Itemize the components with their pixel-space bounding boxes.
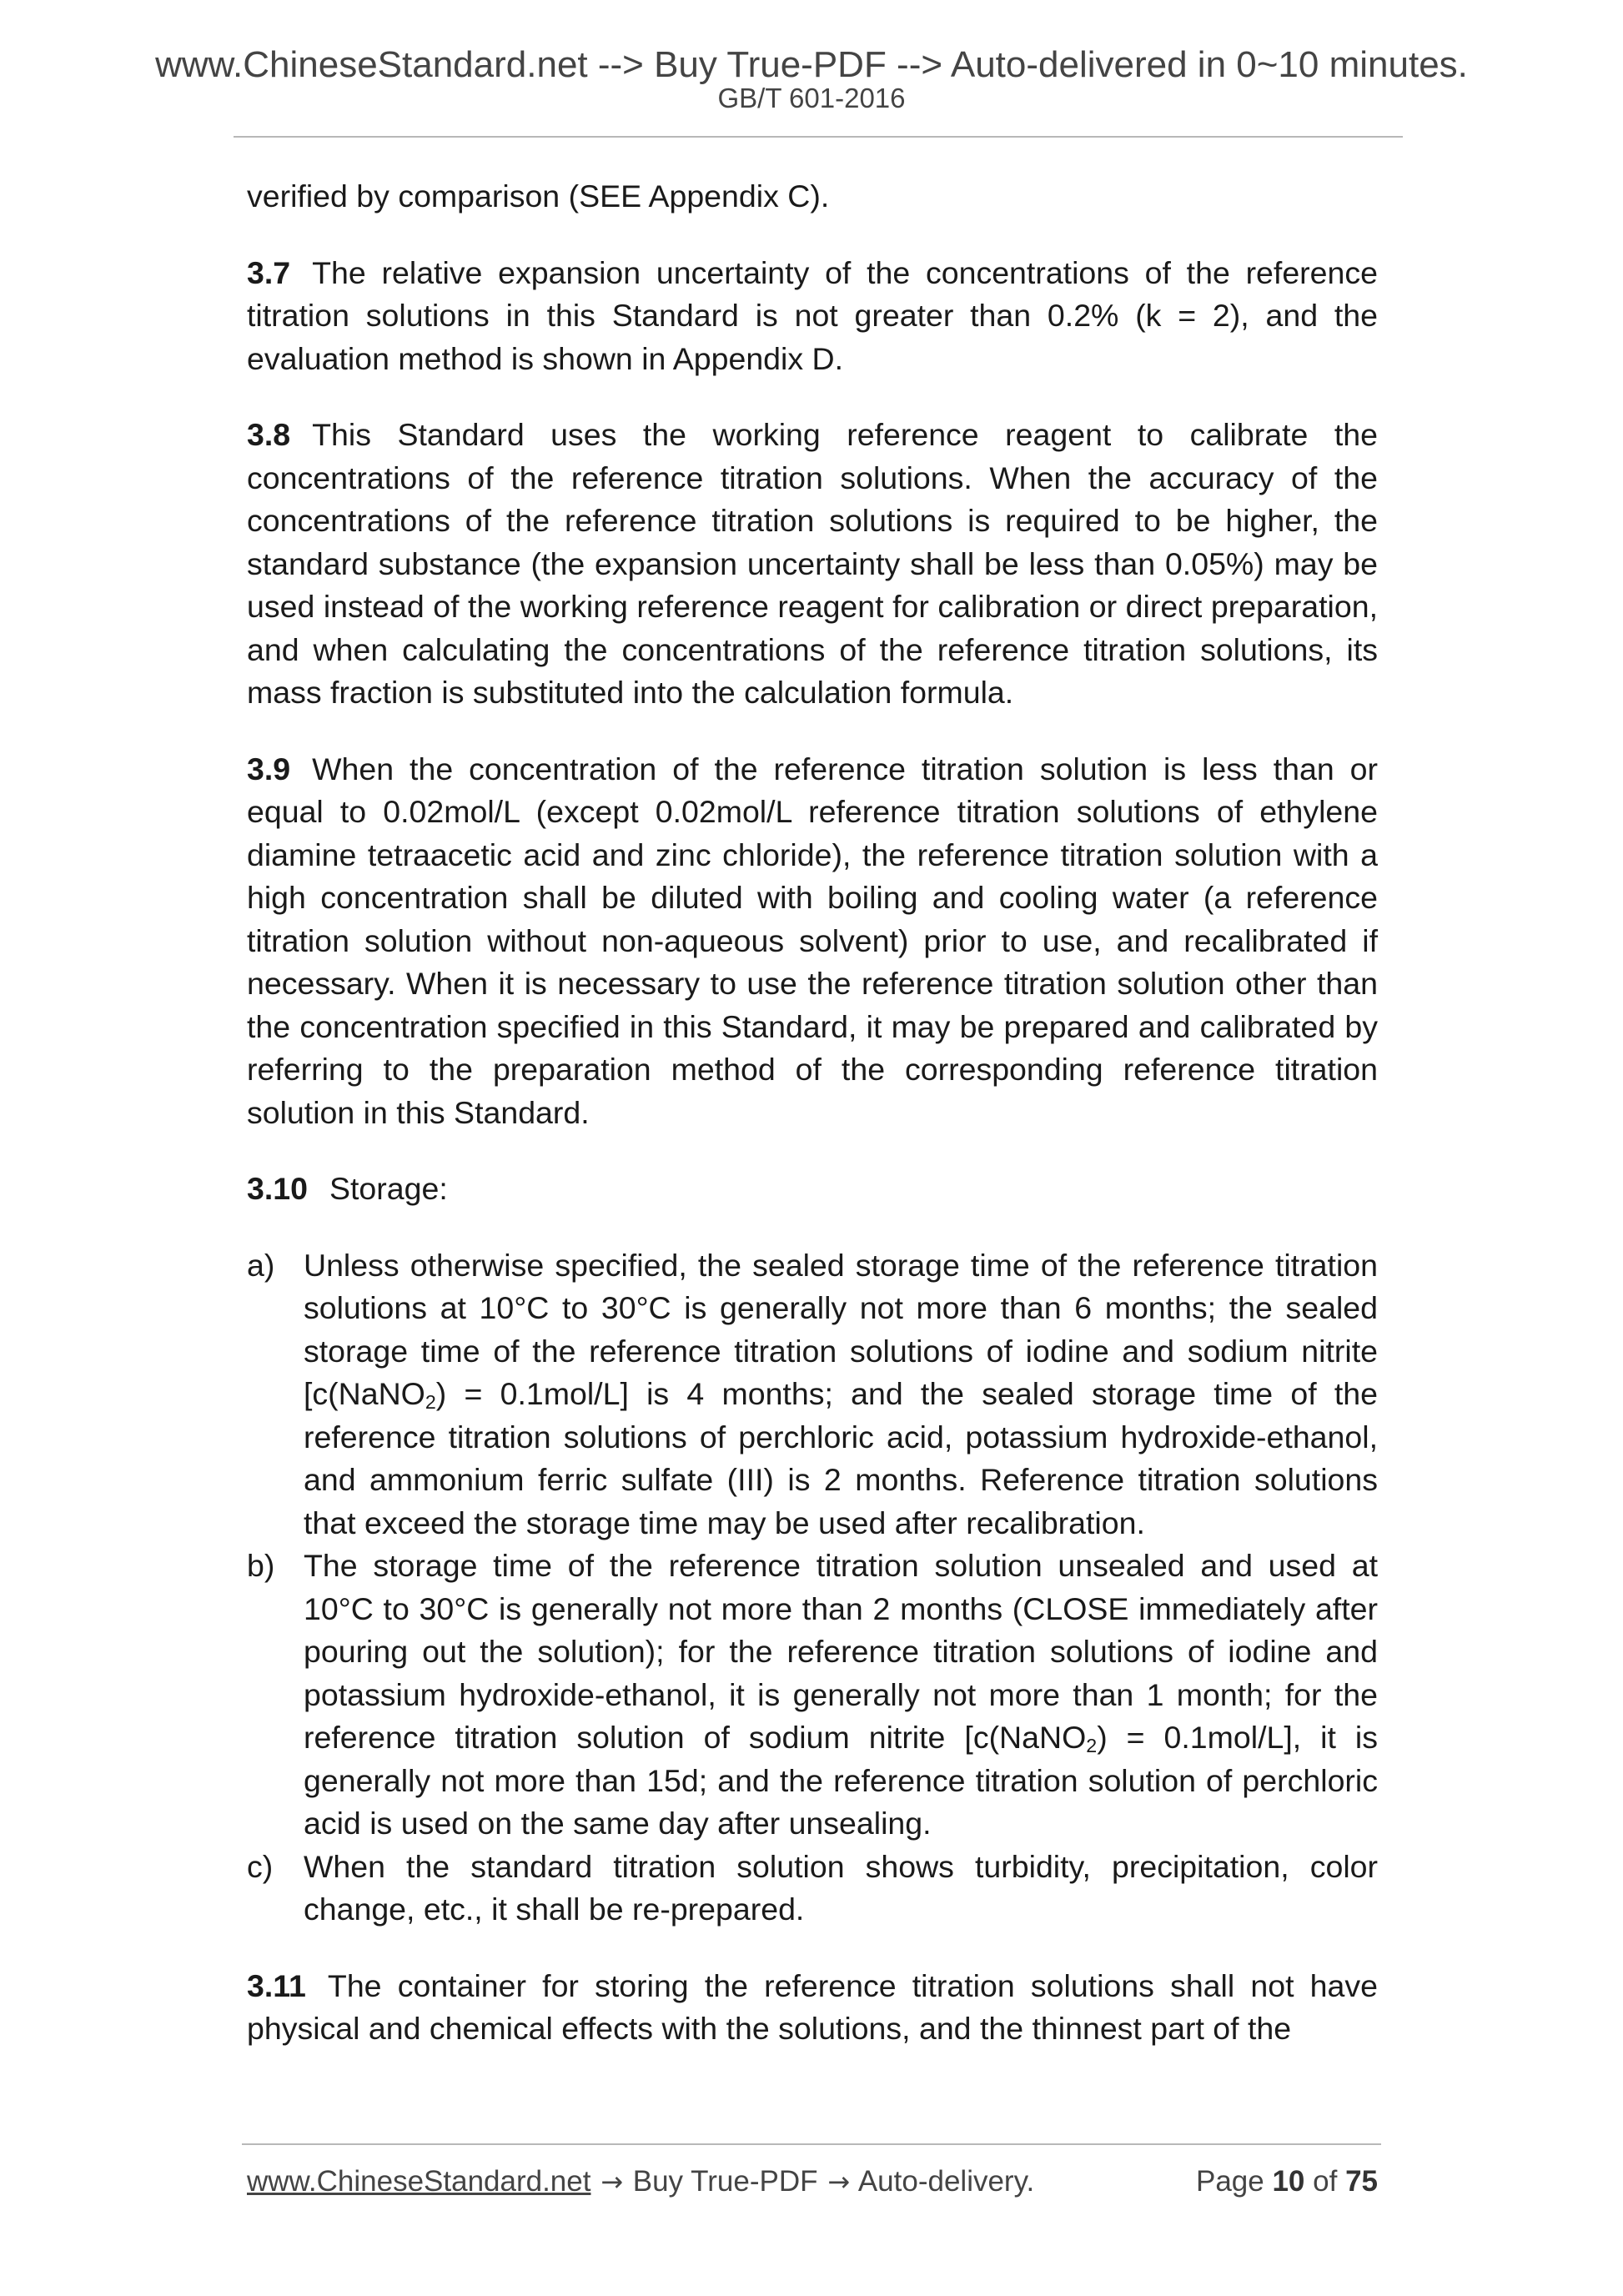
footer-promo bbox=[247, 2163, 1034, 2200]
storage-list bbox=[247, 1244, 1378, 1932]
list-text: When the standard titration solution shows turbidity, precipitation, color change, etc., it shall be re-prepared. bbox=[304, 1848, 1378, 1927]
subscript: 2 bbox=[425, 1391, 436, 1414]
page-label: Page bbox=[1195, 2165, 1264, 2198]
of-label: of bbox=[1313, 2165, 1338, 2198]
page-indicator bbox=[1196, 2163, 1378, 2200]
list-text: Unless otherwise specified, the sealed storage time of the reference titration solutions at 10°C to 30°C is generally not more than 6 months; the sealed storage time of the reference titration solutions of iodine and sodium nitrite [c(NaNO bbox=[304, 1247, 1378, 1411]
page-number: 10 bbox=[1272, 2165, 1305, 2198]
list-text: The storage time of the reference titration solution unsealed and used at 10°C to 30°C is generally not more than 2 months (CLOSE immediately after pouring out the solution); for the reference titration solutions of iodine and potassium hydroxide-ethanol, it is generally not more than 1 month; for the reference titration solution of sodium nitrite [c(NaNO bbox=[304, 1548, 1378, 1755]
total-pages: 75 bbox=[1345, 2165, 1378, 2198]
section-3-9 bbox=[247, 748, 1378, 1135]
section-title: Storage: bbox=[329, 1171, 448, 1206]
delivery-text: Auto-delivery. bbox=[857, 2165, 1035, 2198]
site-link[interactable]: www.ChineseStandard.net bbox=[247, 2165, 591, 2198]
section-text: The relative expansion uncertainty of the concentrations of the reference titration solutions in this Standard is not greater than 0.2% (k = 2), and the evaluation method is shown in Appendix D. bbox=[247, 254, 1378, 376]
section-number: 3.7 bbox=[247, 254, 291, 290]
section-number: 3.11 bbox=[247, 1967, 306, 2003]
intro-paragraph: verified by comparison (SEE Appendix C). bbox=[247, 178, 830, 214]
section-text: When the concentration of the reference titration solution is less than or equal to 0.02mol/L (except 0.02mol/L reference titration solutions of ethylene diamine tetraacetic acid and zinc chloride), the reference titration solution with a high concentration shall be diluted with boiling and cooling water (a reference titration solution without non-aqueous solvent) prior to use, and recalibrated if necessary. When it is necessary to use the reference titration solution other than the concentration specified in this Standard, it may be prepared and calibrated by referring to the preparation method of the corresponding reference titration solution in this Standard. bbox=[247, 751, 1378, 1130]
section-3-10-heading bbox=[247, 1168, 1378, 1211]
document-code: GB/T 601-2016 bbox=[717, 83, 906, 113]
list-item bbox=[247, 1545, 1378, 1846]
section-number: 3.10 bbox=[247, 1171, 308, 1206]
list-text-continued: ) = 0.1mol/L] is 4 months; and the sealed storage time of the reference titration solutions of perchloric acid, potassium hydroxide-ethanol, and ammonium ferric sulfate (III) is 2 months. Reference titration solutions that exceed the storage time may be used after recalibration. bbox=[304, 1376, 1378, 1540]
list-marker: c) bbox=[247, 1848, 274, 1884]
buy-text: Buy True-PDF bbox=[632, 2165, 818, 2198]
section-text: The container for storing the reference titration solutions shall not have physical and chemical effects with the solutions, and the thinnest part of the bbox=[247, 1967, 1378, 2046]
arrow-right-icon: → bbox=[600, 2166, 624, 2198]
arrow-right-icon: → bbox=[827, 2166, 851, 2198]
subscript: 2 bbox=[1086, 1735, 1098, 1757]
page-content bbox=[247, 175, 1378, 2084]
watermark-banner: www.ChineseStandard.net --> Buy True-PDF --> Auto-delivered in 0~10 minutes. bbox=[155, 44, 1468, 85]
list-item bbox=[247, 1846, 1378, 1932]
list-item bbox=[247, 1244, 1378, 1545]
section-number: 3.8 bbox=[247, 417, 291, 452]
section-number: 3.9 bbox=[247, 751, 291, 786]
list-text-continued: ) = 0.1mol/L], it is generally not more than 15d; and the reference titration solution of perchloric acid is used on the same day after unsealing. bbox=[304, 1720, 1378, 1841]
header-divider bbox=[234, 136, 1403, 138]
section-text: This Standard uses the working reference reagent to calibrate the concentrations of the reference titration solutions. When the accuracy of the concentrations of the reference titration solutions is required to be higher, the standard substance (the expansion uncertainty shall be less than 0.05%) may be used instead of the working reference reagent for calibration or direct preparation, and when calculating the concentrations of the reference titration solutions, its mass fraction is substituted into the calculation formula. bbox=[247, 417, 1378, 710]
section-3-11 bbox=[247, 1965, 1378, 2051]
list-marker: a) bbox=[247, 1247, 275, 1283]
footer-divider bbox=[242, 2143, 1381, 2145]
list-marker: b) bbox=[247, 1548, 275, 1583]
section-3-8 bbox=[247, 414, 1378, 715]
section-3-7 bbox=[247, 252, 1378, 381]
